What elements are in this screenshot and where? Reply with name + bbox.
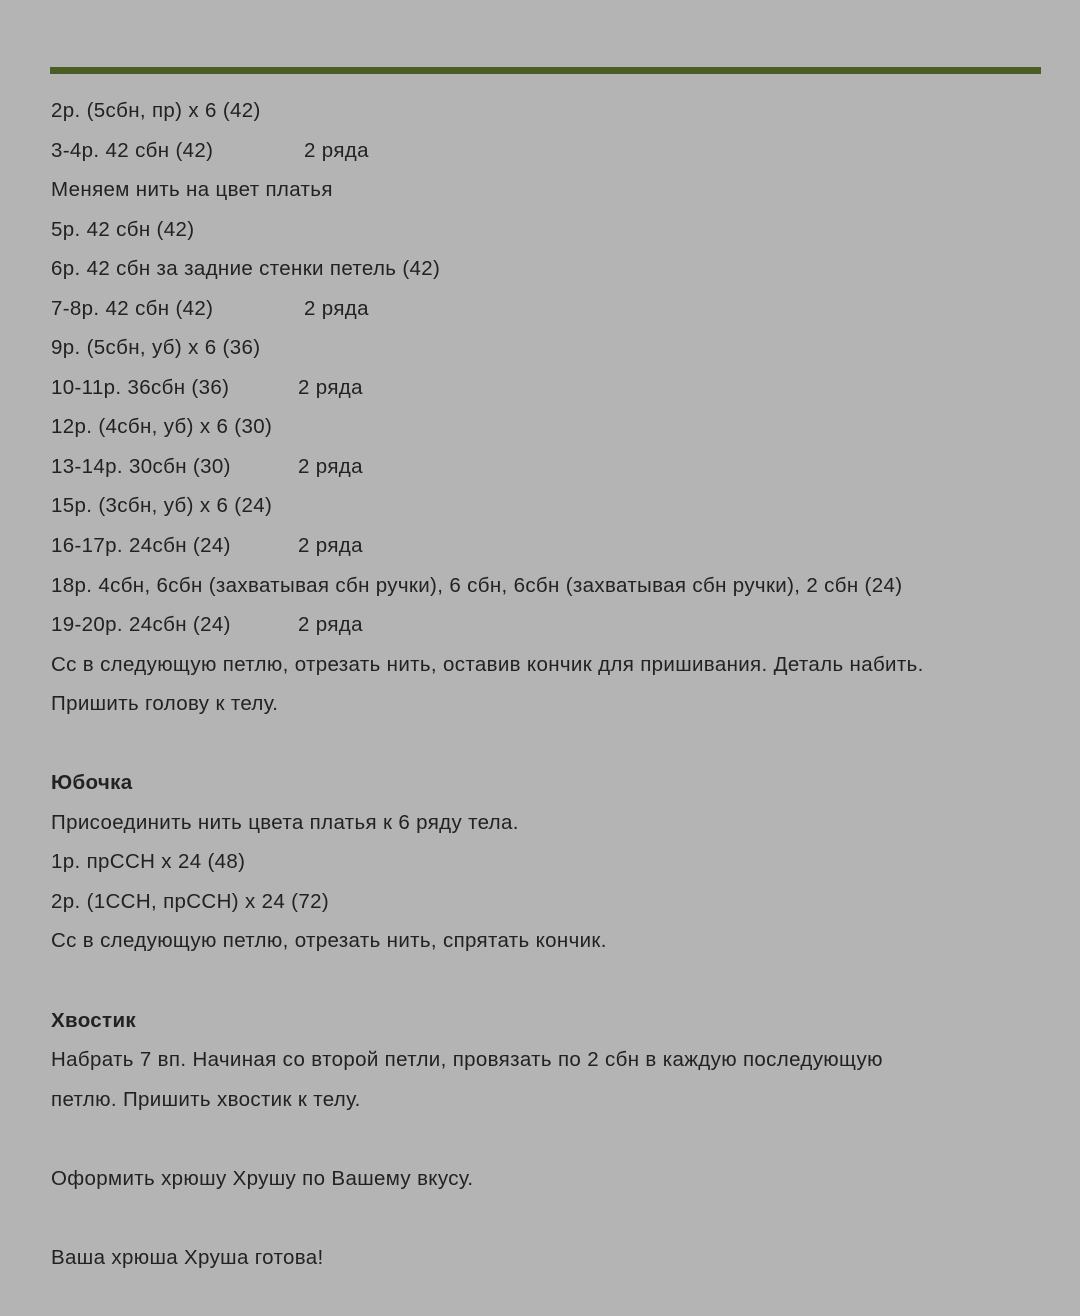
tail-line: петлю. Пришить хвостик к телу. [51, 1087, 361, 1111]
row-3-4 [51, 131, 1051, 171]
pattern-text [51, 91, 1051, 1277]
row-text: 2р. (5сбн, пр) х 6 (42) [51, 99, 261, 122]
row-note: 2 ряда [304, 138, 369, 162]
tail-heading: Хвостик [51, 1008, 137, 1032]
finished-note: Ваша хрюша Хруша готова! [51, 1245, 324, 1269]
row-18 [51, 566, 1051, 606]
skirt-line: Сс в следующую петлю, отрезать нить, спрятать кончик. [51, 929, 607, 953]
row-text: Сс в следующую петлю, отрезать нить, оставив кончик для пришивания. Деталь набить. [51, 652, 924, 676]
divider-rule [50, 67, 1041, 74]
row-19-20 [51, 605, 1051, 645]
row-text: 19-20р. 24сбн (24) [51, 613, 231, 637]
row-5 [51, 210, 1051, 250]
decorate-note: Оформить хрюшу Хрушу по Вашему вкусу. [51, 1166, 474, 1190]
row-attach-head [51, 684, 1051, 724]
row-text: 3-4р. 42 сбн (42) [51, 138, 214, 162]
row-change-yarn [51, 170, 1051, 210]
row-note: 2 ряда [298, 534, 363, 558]
row-2 [51, 91, 1051, 131]
row-finish [51, 645, 1051, 685]
row-text: 5р. 42 сбн (42) [51, 217, 195, 241]
row-text: 18р. 4сбн, 6сбн (захватывая сбн ручки), 6 сбн, 6сбн (захватывая сбн ручки), 2 сбн (24) [51, 573, 903, 597]
row-text: 15р. (3сбн, уб) х 6 (24) [51, 494, 273, 518]
row-12 [51, 407, 1051, 447]
row-text: 6р. 42 сбн за задние стенки петель (42) [51, 257, 441, 281]
row-text: Меняем нить на цвет платья [51, 178, 333, 202]
row-text: 7-8р. 42 сбн (42) [51, 296, 214, 320]
skirt-line: Присоединить нить цвета платья к 6 ряду тела. [51, 810, 519, 834]
row-note: 2 ряда [298, 375, 363, 399]
row-10-11 [51, 368, 1051, 408]
row-7-8 [51, 289, 1051, 329]
row-note: 2 ряда [304, 296, 369, 320]
row-text: 10-11р. 36сбн (36) [51, 375, 230, 399]
row-16-17 [51, 526, 1051, 566]
row-text: 16-17р. 24сбн (24) [51, 534, 231, 558]
row-9 [51, 328, 1051, 368]
row-text: Пришить голову к телу. [51, 692, 279, 716]
row-13-14 [51, 447, 1051, 487]
row-note: 2 ряда [298, 613, 363, 637]
row-6 [51, 249, 1051, 289]
row-text: 13-14р. 30сбн (30) [51, 454, 231, 478]
skirt-line: 2р. (1ССН, прССН) х 24 (72) [51, 889, 330, 913]
row-15 [51, 486, 1051, 526]
skirt-line: 1р. прССН х 24 (48) [51, 850, 246, 874]
row-text: 9р. (5сбн, уб) х 6 (36) [51, 336, 261, 360]
skirt-heading: Юбочка [51, 771, 133, 795]
tail-line: Набрать 7 вп. Начиная со второй петли, провязать по 2 сбн в каждую последующую [51, 1048, 883, 1072]
row-note: 2 ряда [298, 454, 363, 478]
row-text: 12р. (4сбн, уб) х 6 (30) [51, 415, 273, 439]
